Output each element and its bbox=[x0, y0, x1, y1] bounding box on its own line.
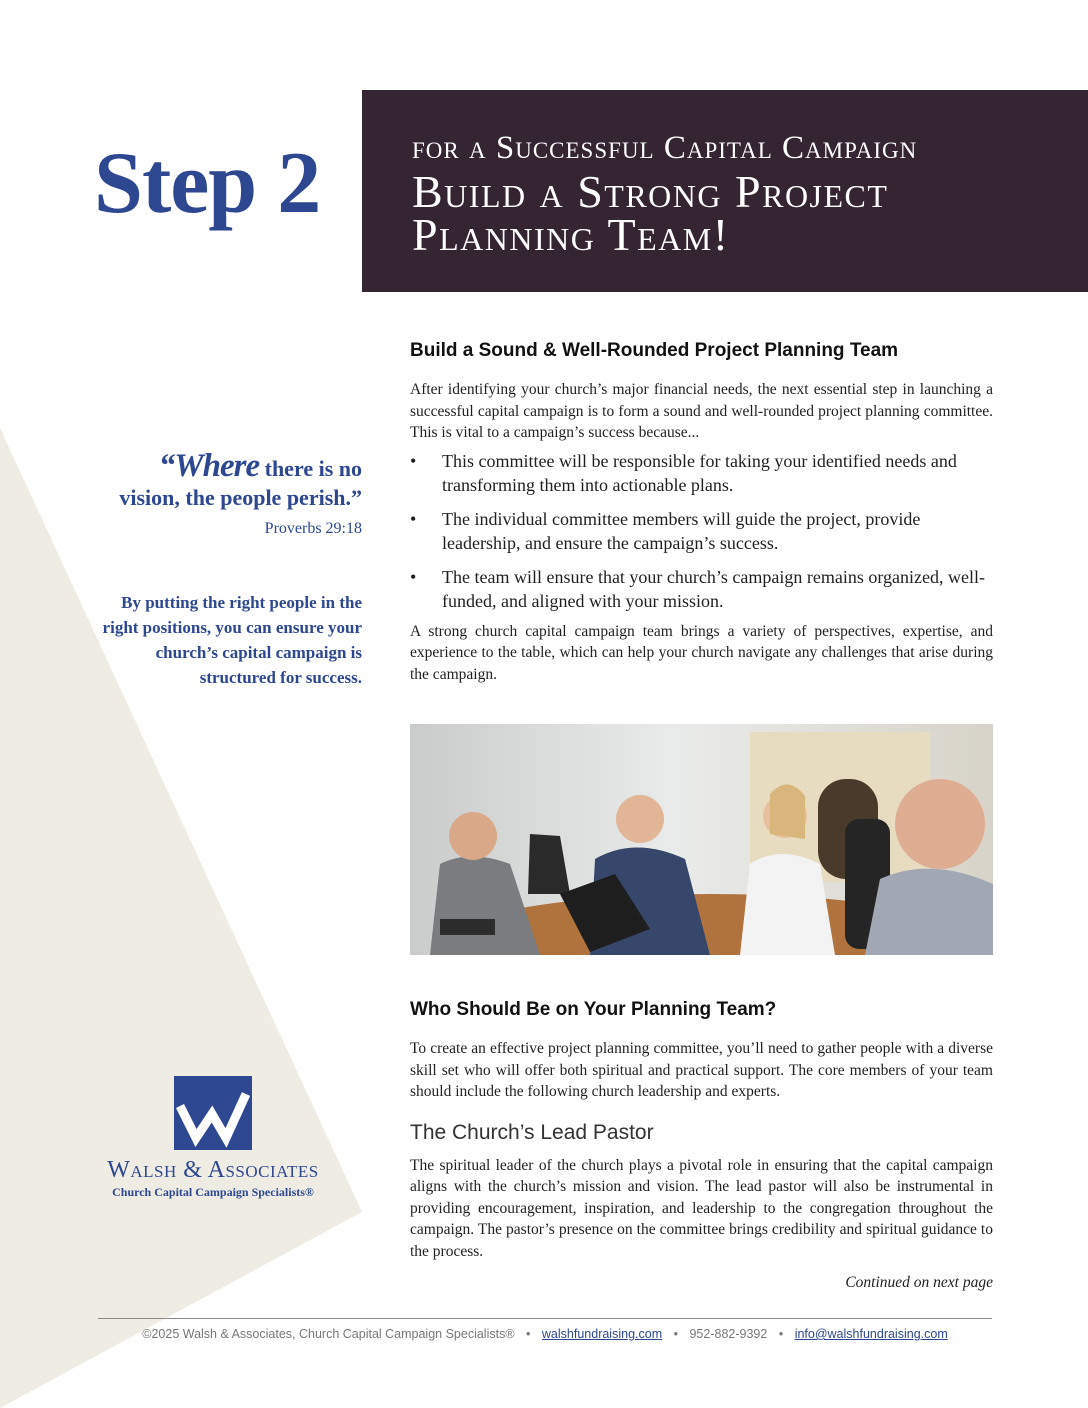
sidebar-statement: By putting the right people in the right positions, you can ensure your church’s capital campaign is structured for success. bbox=[102, 593, 362, 687]
closing-paragraph: A strong church capital campaign team brings a variety of perspectives, expertise, and experience to the table, which can help your church navigate any challenges that arise during the campaign. bbox=[410, 622, 993, 683]
quote-reference: Proverbs 29:18 bbox=[264, 520, 362, 537]
footer-separator: • bbox=[526, 1327, 531, 1341]
team-meeting-photo bbox=[410, 724, 993, 955]
header-banner bbox=[362, 90, 1088, 292]
footer-separator: • bbox=[673, 1327, 678, 1341]
section-heading-who: Who Should Be on Your Planning Team? bbox=[410, 999, 777, 1020]
quote-body: there is no vision, the people perish.” bbox=[119, 456, 362, 510]
footer bbox=[98, 1327, 992, 1341]
main-content bbox=[410, 340, 993, 1292]
quote-emphasis: “Where bbox=[158, 448, 260, 484]
bullet-item: • This committee will be responsible for taking your identified needs and transforming them into actionable plans. bbox=[410, 449, 993, 497]
section2-intro-paragraph: To create an effective project planning committee, you’ll need to gather people with a diverse skill set who will offer both spiritual and practical support. The core members of your team should include the following church leadership and experts. bbox=[410, 1040, 993, 1100]
quote-text bbox=[100, 448, 362, 512]
company-logo bbox=[100, 1076, 326, 1200]
footer-email-link[interactable]: info@walshfundraising.com bbox=[794, 1327, 948, 1341]
logo-company-name: Walsh & Associates bbox=[107, 1157, 319, 1183]
bullet-item: • The individual committee members will guide the project, provide leadership, and ensure the campaign’s success. bbox=[410, 507, 993, 555]
footer-separator: • bbox=[778, 1327, 784, 1341]
lead-pastor-subheading: The Church’s Lead Pastor bbox=[410, 1120, 654, 1144]
logo-tagline: Church Capital Campaign Specialists® bbox=[112, 1185, 314, 1199]
lead-pastor-paragraph: The spiritual leader of the church plays a pivotal role in ensuring that the capital campaign aligns with the church’s mission and vision. The lead pastor will also be instrumental in providing encouragement, inspiration, and leadership to the congregation throughout the campaign. The pastor’s presence on the committee brings credibility and spiritual guidance to the process. bbox=[410, 1156, 993, 1260]
scripture-quote bbox=[100, 448, 362, 538]
continued-note: Continued on next page bbox=[845, 1274, 993, 1291]
footer-website-link[interactable]: walshfundraising.com bbox=[541, 1327, 663, 1341]
section-heading-build-team: Build a Sound & Well-Rounded Project Planning Team bbox=[410, 340, 899, 361]
bullet-item: • The team will ensure that your church’s campaign remains organized, well-funded, and aligned with your mission. bbox=[410, 565, 993, 613]
footer-phone: 952-882-9392 bbox=[689, 1327, 768, 1341]
step-number-title: Step 2 bbox=[94, 135, 321, 232]
header-subtitle: for a Successful Capital Campaign bbox=[412, 130, 918, 166]
header-title: Build a Strong Project Planning Team! bbox=[412, 166, 889, 260]
footer-copyright: ©2025 Walsh & Associates, Church Capital Campaign Specialists® bbox=[142, 1327, 515, 1341]
section-intro-paragraph: After identifying your church’s major financial needs, the next essential step in launching a successful capital campaign is to form a sound and well-rounded project planning committee. This is vital to a campaign’s success because... bbox=[410, 381, 993, 441]
walsh-w-logo-icon bbox=[174, 1076, 252, 1150]
bullet-list bbox=[410, 449, 993, 613]
footer-divider bbox=[98, 1318, 992, 1319]
